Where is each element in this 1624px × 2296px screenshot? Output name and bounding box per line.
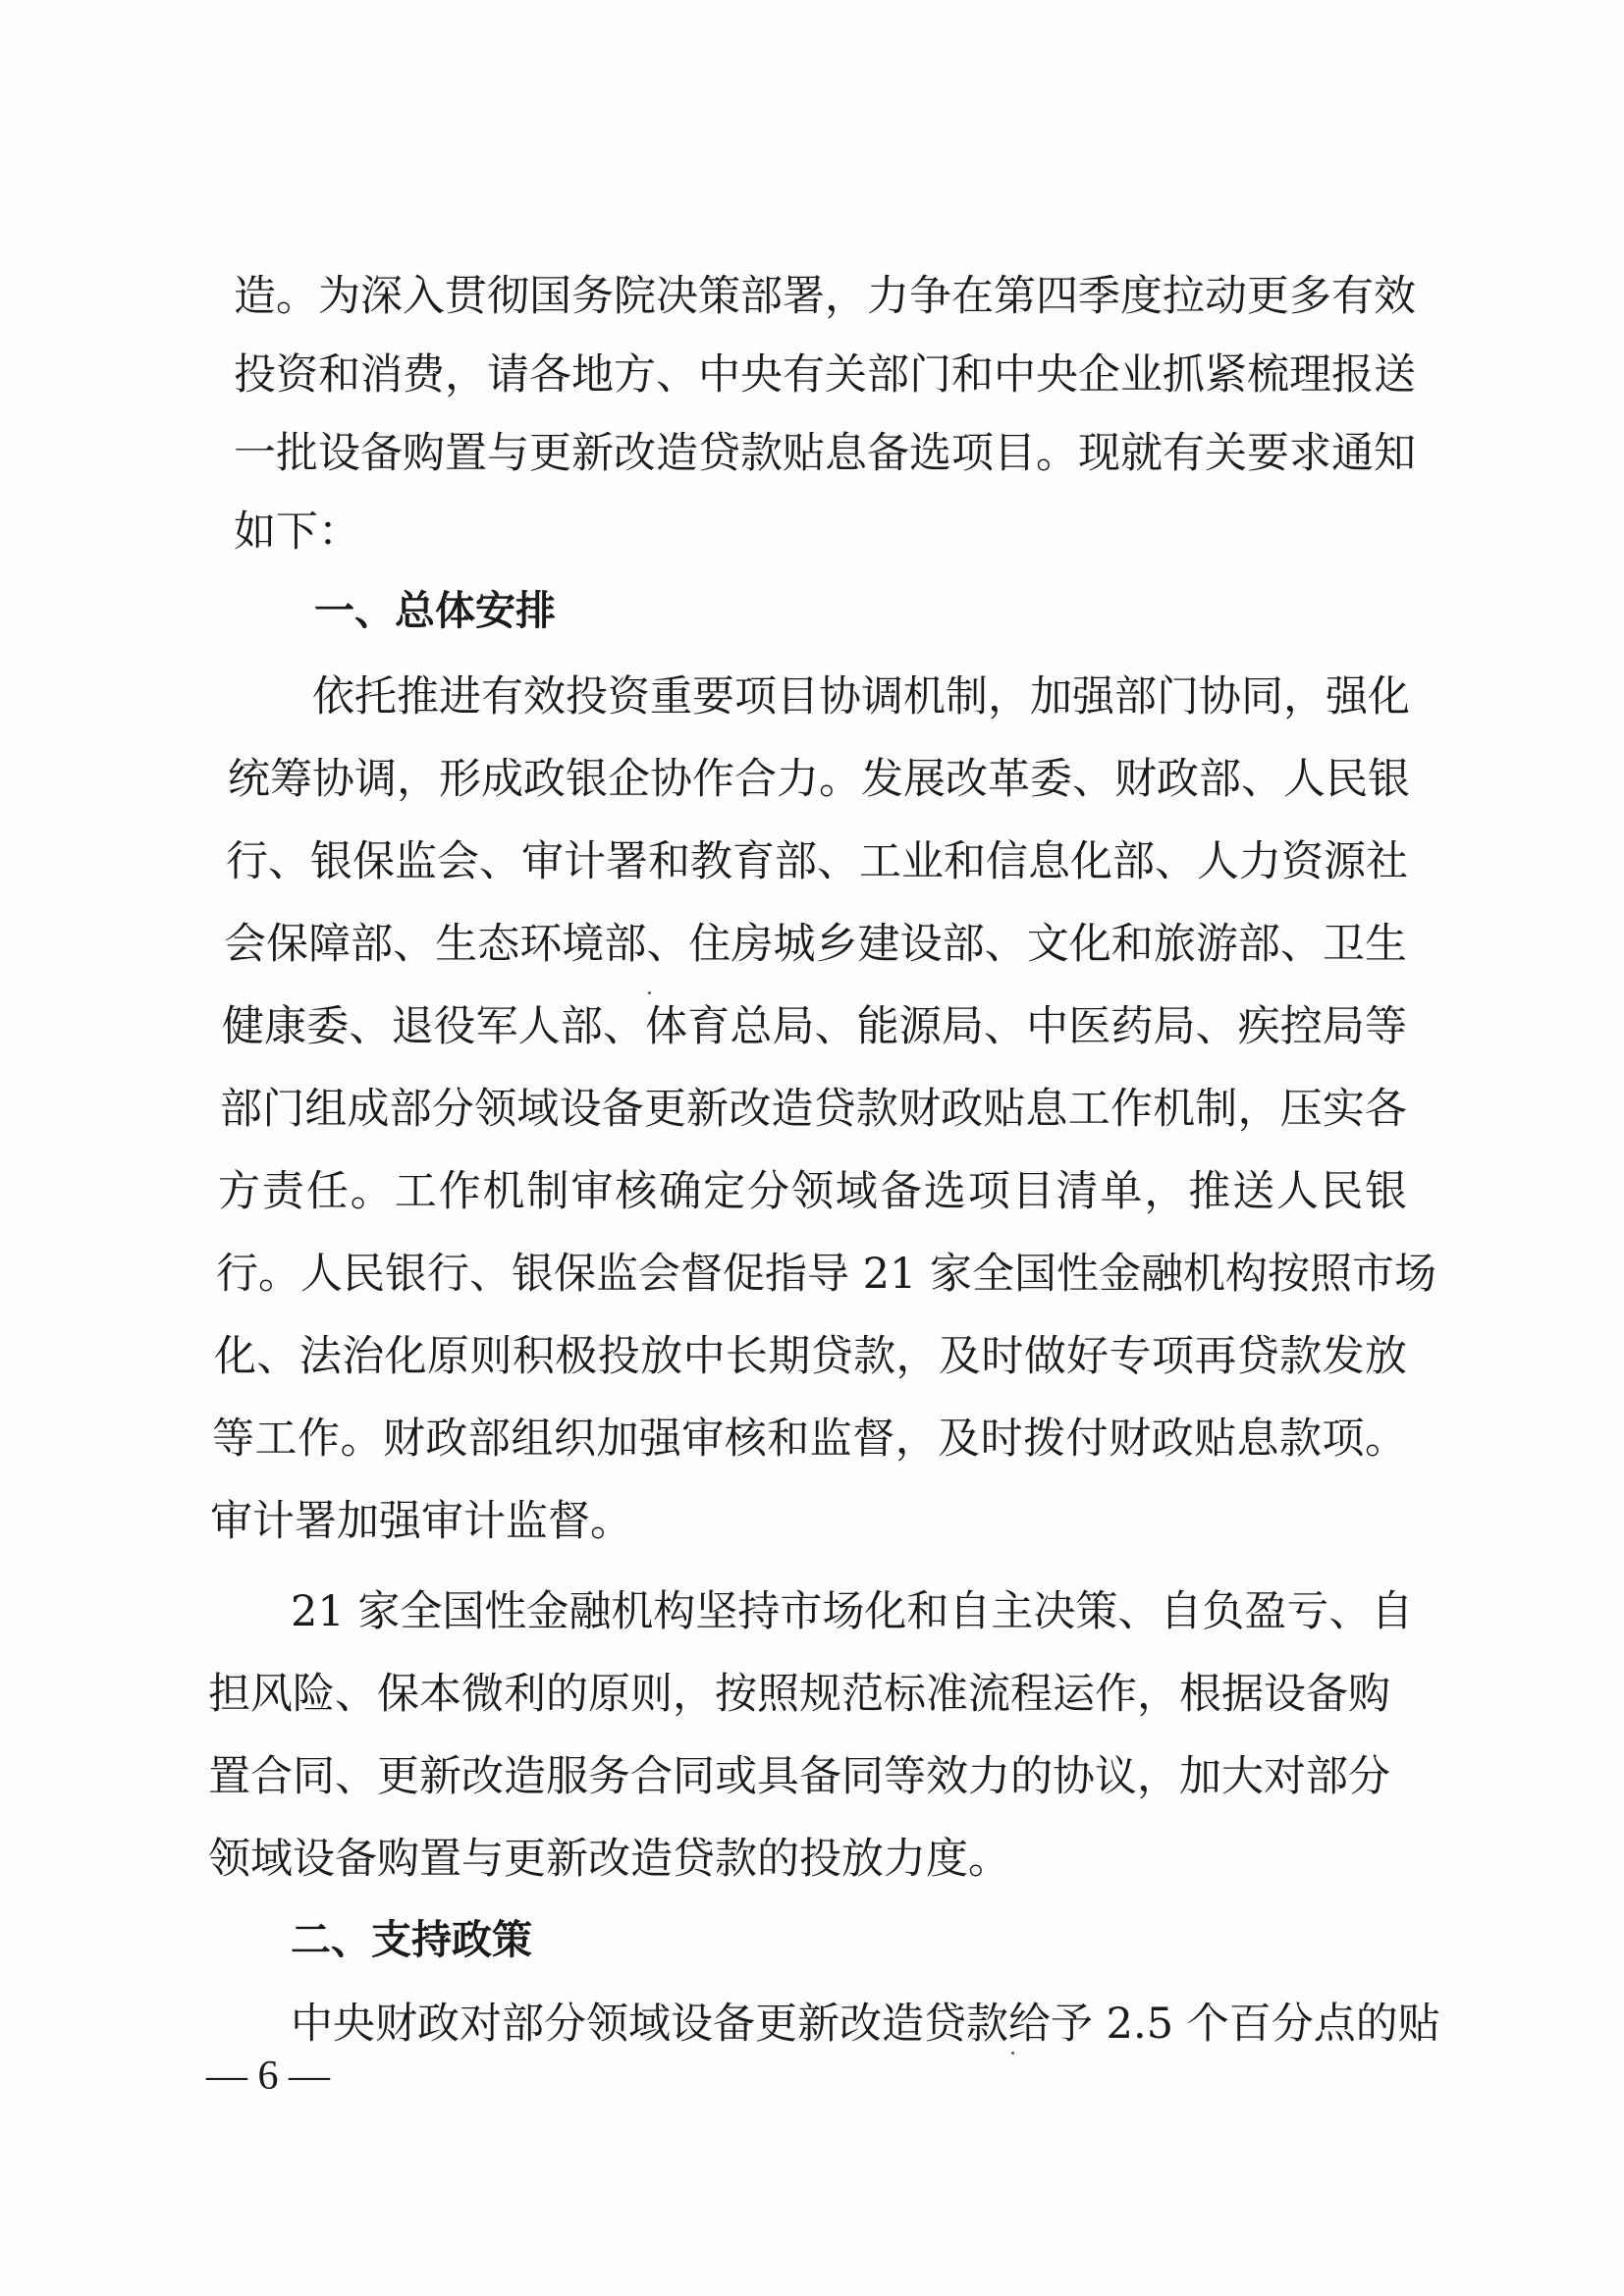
section1-para1-line-10: 等工作。财政部组织加强审核和监督，及时拨付财政贴息款项。	[212, 1415, 1407, 1464]
section1-para1-line-9: 化、法治化原则积极投放中长期贷款，及时做好专项再贷款发放	[214, 1332, 1407, 1381]
section1-para2-line-1: 21 家全国性金融机构坚持市场化和自主决策、自负盈亏、自	[291, 1587, 1414, 1636]
section1-para1-line-7: 方责任。工作机制审核确定分领域备选项目清单，推送人民银	[218, 1167, 1407, 1216]
section-heading-support-policy: 二、支持政策	[291, 1916, 532, 1963]
scan-speck	[1011, 2052, 1014, 2055]
section1-para1-line-8: 行。人民银行、银保监会督促指导 21 家全国性金融机构按照市场	[216, 1250, 1437, 1299]
section1-para1-line-6: 部门组成部分领域设备更新改造贷款财政贴息工作机制，压实各	[220, 1085, 1407, 1134]
section1-para1-line-4: 会保障部、生态环境部、住房城乡建设部、文化和旅游部、卫生	[224, 920, 1407, 969]
intro-line-4: 如下：	[234, 507, 360, 557]
section1-para2-line-3: 置合同、更新改造服务合同或具备同等效力的协议，加大对部分	[208, 1752, 1390, 1801]
section1-para1-line-5: 健康委、退役军人部、体育总局、能源局、中医药局、疾控局等	[222, 1002, 1407, 1051]
scan-speck	[648, 991, 651, 994]
section1-para1-line-1: 依托推进有效投资重要项目协调机制，加强部门协同，强化	[312, 672, 1410, 721]
section1-para1-line-3: 行、银保监会、审计署和教育部、工业和信息化部、人力资源社	[226, 837, 1408, 886]
intro-line-2: 投资和消费，请各地方、中央有关部门和中央企业抓紧梳理报送	[234, 350, 1416, 400]
section1-para2-line-2: 担风险、保本微利的原则，按照规范标准流程运作，根据设备购	[208, 1670, 1390, 1719]
section1-para1-line-11: 审计署加强审计监督。	[210, 1497, 632, 1546]
intro-line-1: 造。为深入贯彻国务院决策部署，力争在第四季度拉动更多有效	[234, 272, 1416, 321]
section-heading-overall-arrangement: 一、总体安排	[314, 587, 556, 634]
intro-line-3: 一批设备购置与更新改造贷款贴息备选项目。现就有关要求通知	[234, 429, 1416, 478]
section2-para1-line-1: 中央财政对部分领域设备更新改造贷款给予 2.5 个百分点的贴	[291, 2000, 1440, 2049]
page-number: — 6 —	[206, 2054, 330, 2099]
section1-para2-line-4: 领域设备购置与更新改造贷款的投放力度。	[208, 1835, 1010, 1884]
section1-para1-line-2: 统筹协调，形成政银企协作合力。发展改革委、财政部、人民银	[228, 755, 1410, 804]
